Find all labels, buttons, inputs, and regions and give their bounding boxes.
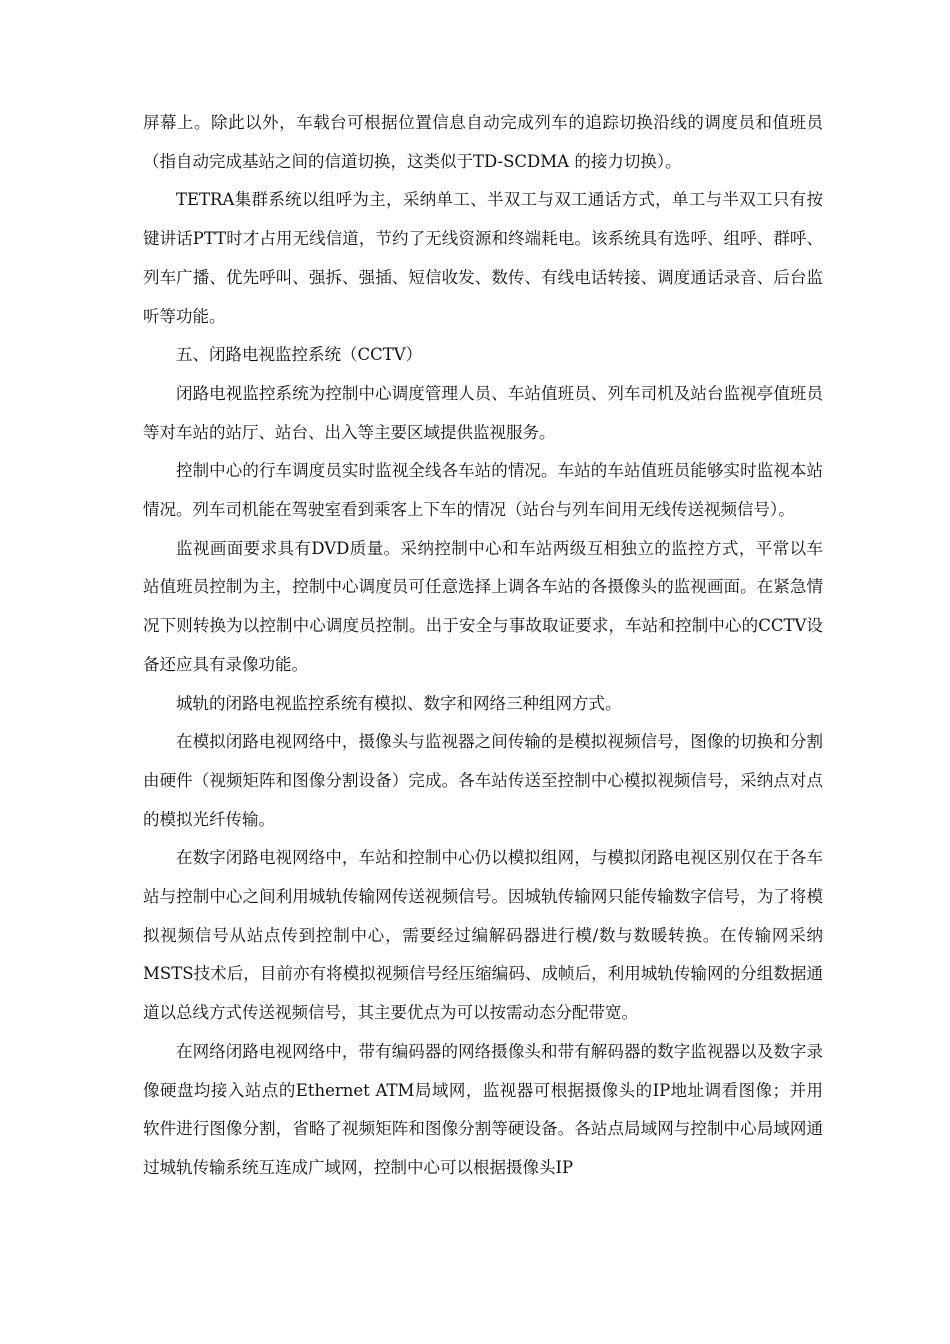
paragraph-7: 城轨的闭路电视监控系统有模拟、数字和网络三种组网方式。 [176, 693, 622, 713]
document-body [143, 104, 823, 1188]
paragraph-4: 闭路电视监控系统为控制中心调度管理人员、车站值班员、列车司机及站台监视亭值班员等对车站的站厅、站台、出入等主要区域提供监视服务。 [143, 383, 823, 442]
section-heading: 五、闭路电视监控系统（CCTV） [176, 345, 423, 365]
paragraph-1: 屏幕上。除此以外，车载台可根据位置信息自动完成列车的追踪切换沿线的调度员和值班员（指自动完成基站之间的信道切换，这类似于TD-SCDMA 的接力切换）。 [143, 113, 823, 171]
paragraph-6: 监视画面要求具有DVD质量。采纳控制中心和车站两级互相独立的监控方式，平常以车站值班员控制为主，控制中心调度员可任意选择上调各车站的各摄像头的监视画面。在紧急情况下则转换为以控制中心调度员控制。出于安全与事故取证要求，车站和控制中心的CCTV设备还应具有录像功能。 [143, 538, 823, 674]
paragraph-9: 在数字闭路电视网络中，车站和控制中心仍以模拟组网，与模拟闭路电视区别仅在于各车站与控制中心之间利用城轨传输网传送视频信号。因城轨传输网只能传输数字信号，为了将模拟视频信号从站点传到控制中心，需要经过编解码器进行模/数与数暖转换。在传输网采纳MSTS技术后，目前亦有将模拟视频信号经压缩编码、成帧后，利用城轨传输网的分组数据通道以总线方式传送视频信号，其主要优点为可以按需动态分配带宽。 [143, 848, 823, 1023]
paragraph-5: 控制中心的行车调度员实时监视全线各车站的情况。车站的车站值班员能够实时监视本站情况。列车司机能在驾驶室看到乘客上下车的情况（站台与列车间用无线传送视频信号）。 [143, 461, 823, 520]
paragraph-10: 在网络闭路电视网络中，带有编码器的网络摄像头和带有解码器的数字监视器以及数字录像硬盘均接入站点的Ethernet ATM局域网，监视器可根据摄像头的IP地址调看图像；并用软件进行图像分割，省略了视频矩阵和图像分割等硬设备。各站点局域网与控制中心局域网通过城轨传输系统互连成广域网，控制中心可以根据摄像头IP [143, 1041, 823, 1177]
paragraph-8: 在模拟闭路电视网络中，摄像头与监视器之间传输的是模拟视频信号，图像的切换和分割由硬件（视频矩阵和图像分割设备）完成。各车站传送至控制中心模拟视频信号，采纳点对点的模拟光纤传输。 [143, 732, 823, 829]
paragraph-2: TETRA集群系统以组呼为主，采纳单工、半双工与双工通话方式，单工与半双工只有按键讲话PTT时才占用无线信道，节约了无线资源和终端耗电。该系统具有选呼、组呼、群呼、列车广播、优先呼叫、强拆、强插、短信收发、数传、有线电话转接、调度通话录音、后台监听等功能。 [143, 190, 823, 326]
